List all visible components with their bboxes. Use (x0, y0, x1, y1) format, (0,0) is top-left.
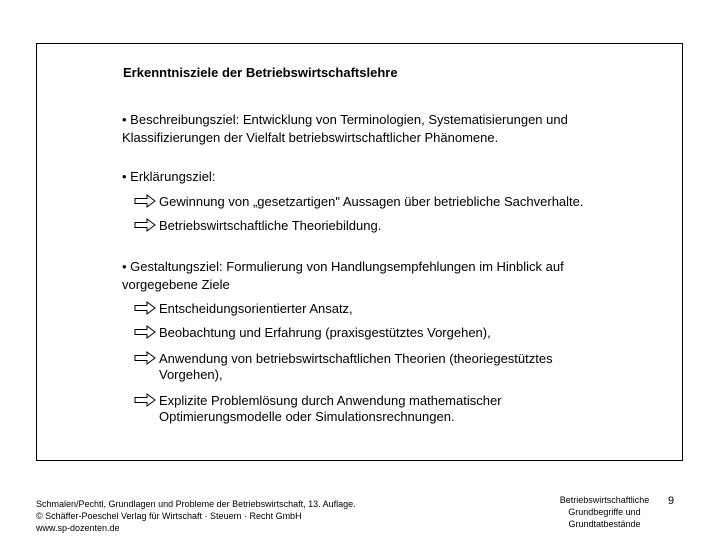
design-item-line1: Beobachtung und Erfahrung (praxisgestütztes Vorgehen), (159, 325, 491, 340)
design-goal-line1: • Gestaltungsziel: Formulierung von Handlungsempfehlungen im Hinblick auf (122, 259, 564, 274)
description-goal (122, 111, 642, 147)
design-item-text (159, 301, 629, 317)
arrow-right-icon (134, 351, 156, 365)
footer-citation: Schmalen/Pechtl, Grundlagen und Probleme der Betriebswirtschaft, 13. Auflage. (36, 499, 356, 509)
design-item-line1: Explizite Problemlösung durch Anwendung mathematischer (159, 393, 502, 408)
design-item-line1: Entscheidungsorientierter Ansatz, (159, 301, 353, 316)
explanation-goal-heading: • Erklärungsziel: (122, 169, 216, 184)
arrow-right-icon (134, 301, 156, 315)
footer-chapter-line2: Grundbegriffe und (568, 507, 641, 517)
design-item-text (159, 325, 629, 341)
footer-chapter-line1: Betriebswirtschaftliche (559, 495, 650, 505)
design-item-text (159, 351, 629, 383)
arrow-right-icon (134, 325, 156, 339)
arrow-right-icon (134, 393, 156, 407)
arrow-right-icon (134, 218, 156, 232)
footer-publisher: © Schäffer-Poeschel Verlag für Wirtschaft · Steuern · Recht GmbH (36, 511, 302, 521)
design-item-line1: Anwendung von betriebswirtschaftlichen Theorien (theoriegestütztes (159, 351, 553, 366)
description-goal-line2: Klassifizierungen der Vielfalt betriebswirtschaftlicher Phänomene. (122, 130, 499, 145)
arrow-right-icon (134, 194, 156, 208)
design-goal (122, 258, 642, 294)
explanation-item-text: Gewinnung von „gesetzartigen" Aussagen über betriebliche Sachverhalte. (159, 194, 584, 209)
design-item-line2: Vorgehen), (159, 367, 223, 382)
page-number: 9 (668, 495, 675, 507)
footer-chapter-line3: Grundtatbestände (568, 519, 641, 529)
design-goal-line2: vorgegebene Ziele (122, 277, 230, 292)
slide-title: Erkenntnisziele der Betriebswirtschaftslehre (123, 65, 398, 80)
description-goal-line1: • Beschreibungsziel: Entwicklung von Terminologien, Systematisierungen und (122, 112, 568, 127)
footer-website: www.sp-dozenten.de (36, 523, 120, 533)
explanation-item-text: Betriebswirtschaftliche Theoriebildung. (159, 218, 382, 233)
design-item-text (159, 393, 629, 425)
footer-citation-block (36, 498, 356, 534)
design-item-line2: Optimierungsmodelle oder Simulationsrechnungen. (159, 409, 455, 424)
footer-chapter (552, 494, 657, 530)
